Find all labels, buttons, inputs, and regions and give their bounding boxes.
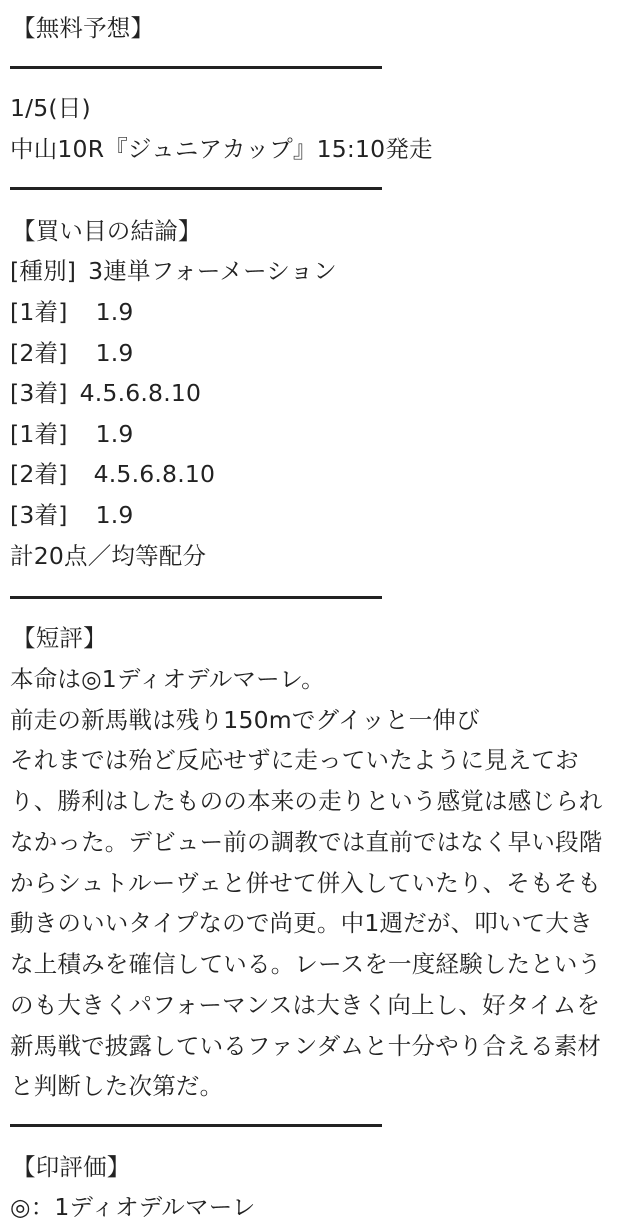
bet-row-label: [3着] — [10, 379, 68, 407]
bet-row-label: [3着] — [10, 501, 68, 529]
page-title: 【無料予想】 — [12, 14, 155, 42]
bet-row — [10, 377, 201, 409]
bet-row — [10, 458, 215, 490]
bet-row-label: [種別] — [10, 257, 77, 285]
divider — [10, 66, 382, 69]
comment-line: それまでは殆ど反応せずに走っていたように見えてお — [10, 746, 579, 774]
bet-row-label: [1着] — [10, 298, 68, 326]
bet-row-label: [1着] — [10, 420, 68, 448]
bet-row-label: [2着] — [10, 460, 68, 488]
bet-row-value: 1.9 — [95, 298, 134, 326]
bet-total: 計20点／均等配分 — [10, 542, 207, 570]
divider — [10, 1124, 382, 1127]
divider — [10, 187, 382, 190]
comment-line: な上積みを確信している。レースを一度経験したという — [10, 950, 602, 978]
comment-line: なかった。デビュー前の調教では直前ではなく早い段階 — [10, 828, 603, 856]
race-date: 1/5(日) — [10, 94, 91, 122]
race-info: 中山10R『ジュニアカップ』15:10発走 — [10, 135, 433, 163]
comment-line: と判断した次第だ。 — [10, 1072, 224, 1100]
bet-row-label: [2着] — [10, 339, 68, 367]
comment-line: のも大きくパフォーマンスは大きく向上し、好タイムを — [10, 991, 601, 1019]
bet-row-value: 3連単フォーメーション — [88, 257, 338, 285]
bet-row — [10, 499, 134, 531]
divider — [10, 596, 382, 599]
bet-row-value: 1.9 — [95, 501, 134, 529]
bet-row — [10, 255, 337, 287]
bet-row-value: 4.5.6.8.10 — [93, 460, 216, 488]
comment-line: からシュトルーヴェと併せて併入していたり、そもそも — [10, 869, 602, 897]
bet-row-value: 1.9 — [95, 420, 134, 448]
comment-line: り、勝利はしたものの本来の走りという感覚は感じられ — [10, 787, 603, 815]
bet-row — [10, 337, 134, 369]
mark-first: ◎：1ディオデルマーレ — [10, 1193, 256, 1221]
bet-row-value: 4.5.6.8.10 — [79, 379, 202, 407]
comment-line: 新馬戦で披露しているファンダムと十分やり合える素材 — [10, 1032, 602, 1060]
comment-line: 動きのいいタイプなので尚更。中1週だが、叩いて大き — [10, 909, 593, 937]
bet-row — [10, 418, 134, 450]
bet-row — [10, 296, 134, 328]
bet-heading: 【買い目の結論】 — [12, 217, 202, 245]
bet-row-value: 1.9 — [95, 339, 134, 367]
comment-line: 前走の新馬戦は残り150mでグイッと一伸び — [10, 706, 480, 734]
comment-line: 本命は◎1ディオデルマーレ。 — [10, 665, 325, 693]
comment-heading: 【短評】 — [12, 624, 107, 652]
mark-heading: 【印評価】 — [12, 1153, 131, 1181]
